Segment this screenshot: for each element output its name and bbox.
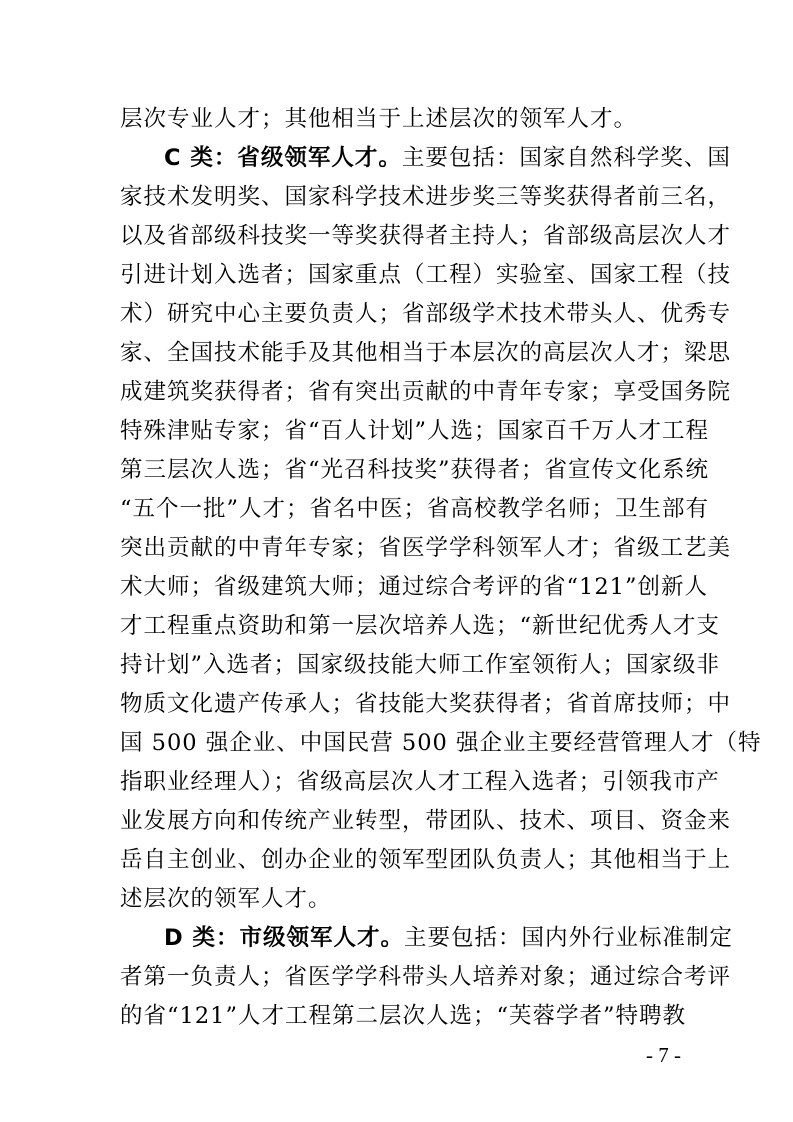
text-line: “五个一批”人才；省名中医；省高校教学名师；卫生部有 [120,496,710,522]
text-line: 述层次的领军人才。 [120,886,332,912]
section-lead-c: 主要包括： [401,145,520,171]
paragraph-c-first-line [164,138,731,178]
text-fragment: 国家自然科学奖、国 [519,145,731,171]
text-line: 家、全国技术能手及其他相当于本层次的高层次人才；梁思 [120,340,732,366]
text-line: 岳自主创业、创办企业的领军型团队负责人；其他相当于上 [120,847,732,873]
text-line: 特殊津贴专家；省“百人计划”人选；国家百千万人才工程 [120,418,710,444]
text-line: 突出贡献的中青年专家；省医学学科领军人才；省级工艺美 [120,535,732,561]
text-line: 的省“121”人才工程第二层次人选；“芙蓉学者”特聘教 [120,1003,686,1029]
section-heading-d: D 类：市级领军人才。 [164,925,405,951]
text-line: 引进计划入选者；国家重点（工程）实验室、国家工程（技 [120,262,732,288]
page-number: - 7 - [646,1043,681,1067]
text-line: 家技术发明奖、国家科学技术进步奖三等奖获得者前三名， [120,184,732,210]
text-line: 国 500 强企业、中国民营 500 强企业主要经营管理人才（特 [120,730,762,756]
text-line: 者第一负责人；省医学学科带头人培养对象；通过综合考评 [120,964,732,990]
text-line: 术大师；省级建筑大师；通过综合考评的省“121”创新人 [120,574,708,600]
text-line: 才工程重点资助和第一层次培养人选；“新世纪优秀人才支 [120,613,721,639]
text-line: 第三层次人选；省“光召科技奖”获得者；省宣传文化系统 [120,457,710,483]
section-lead-d: 主要包括： [404,925,522,951]
text-fragment: 国内外行业标准制定 [521,925,734,951]
section-heading-c: C 类：省级领军人才。 [164,145,402,171]
text-line: 持计划”入选者；国家级技能大师工作室领衔人；国家级非 [120,652,721,678]
text-line: 物质文化遗产传承人；省技能大奖获得者；省首席技师；中 [120,691,732,717]
text-line: 术）研究中心主要负责人；省部级学术技术带头人、优秀专 [120,301,732,327]
text-line: 层次专业人才；其他相当于上述层次的领军人才。 [120,106,638,132]
text-line: 成建筑奖获得者；省有突出贡献的中青年专家；享受国务院 [120,379,732,405]
text-line: 指职业经理人）；省级高层次人才工程入选者；引领我市产 [120,769,720,795]
text-line: 业发展方向和传统产业转型，带团队、技术、项目、资金来 [120,808,732,834]
paragraph-d-first-line [164,918,734,958]
text-line: 以及省部级科技奖一等奖获得者主持人；省部级高层次人才 [120,223,732,249]
